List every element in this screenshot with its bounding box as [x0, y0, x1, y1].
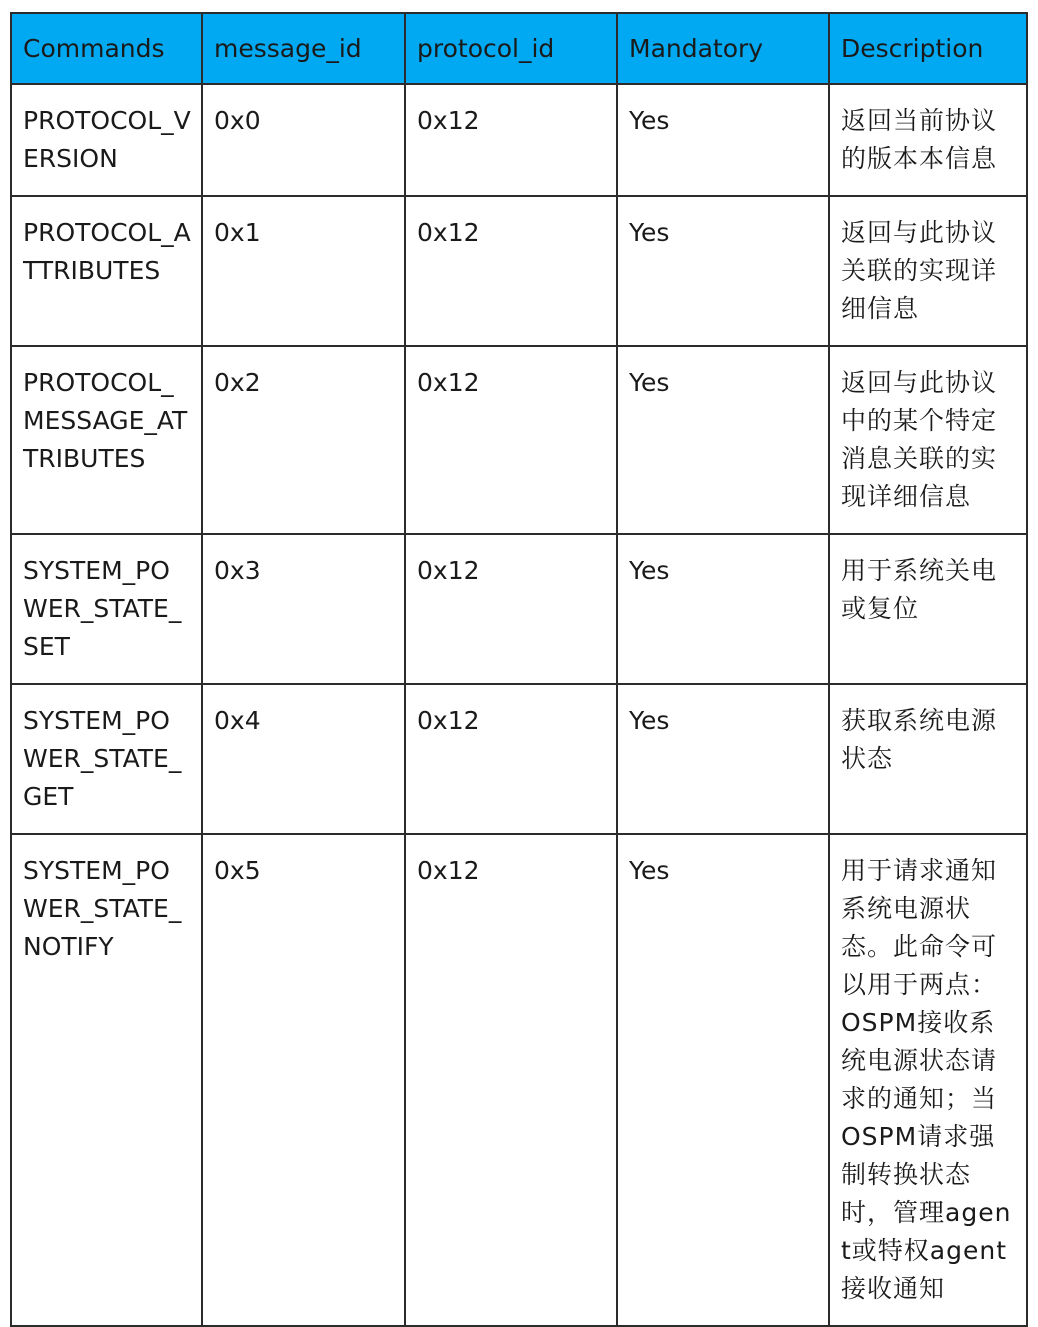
header-description: Description [829, 13, 1027, 84]
header-mandatory: Mandatory [617, 13, 829, 84]
table-row [11, 196, 1027, 346]
message-id-cell: 0x3 [202, 534, 405, 684]
protocol-id-cell: 0x12 [405, 834, 617, 1326]
description-cell: 用于系统关电或复位 [829, 534, 1027, 684]
header-protocol-id: protocol_id [405, 13, 617, 84]
mandatory-cell: Yes [617, 534, 829, 684]
table-row [11, 684, 1027, 834]
command-cell: SYSTEM_POWER_STATE_GET [11, 684, 202, 834]
table-body [11, 84, 1027, 1326]
protocol-id-cell: 0x12 [405, 84, 617, 196]
mandatory-cell: Yes [617, 84, 829, 196]
message-id-cell: 0x5 [202, 834, 405, 1326]
message-id-cell: 0x0 [202, 84, 405, 196]
table-row [11, 346, 1027, 534]
description-cell: 返回与此协议关联的实现详细信息 [829, 196, 1027, 346]
table-header [11, 13, 1027, 84]
commands-table [10, 12, 1028, 1327]
command-cell: PROTOCOL_ATTRIBUTES [11, 196, 202, 346]
message-id-cell: 0x1 [202, 196, 405, 346]
header-message-id: message_id [202, 13, 405, 84]
description-cell: 返回当前协议的版本本信息 [829, 84, 1027, 196]
description-cell: 用于请求通知系统电源状态。此命令可以用于两点：OSPM接收系统电源状态请求的通知；当OSPM请求强制转换状态时，管理agent或特权agent接收通知 [829, 834, 1027, 1326]
header-commands: Commands [11, 13, 202, 84]
message-id-cell: 0x2 [202, 346, 405, 534]
command-cell: SYSTEM_POWER_STATE_SET [11, 534, 202, 684]
protocol-id-cell: 0x12 [405, 684, 617, 834]
command-cell: PROTOCOL_MESSAGE_ATTRIBUTES [11, 346, 202, 534]
message-id-cell: 0x4 [202, 684, 405, 834]
protocol-id-cell: 0x12 [405, 346, 617, 534]
mandatory-cell: Yes [617, 834, 829, 1326]
protocol-id-cell: 0x12 [405, 534, 617, 684]
table-row [11, 534, 1027, 684]
table-row [11, 84, 1027, 196]
table-row [11, 834, 1027, 1326]
command-cell: SYSTEM_POWER_STATE_NOTIFY [11, 834, 202, 1326]
mandatory-cell: Yes [617, 346, 829, 534]
protocol-id-cell: 0x12 [405, 196, 617, 346]
command-cell: PROTOCOL_VERSION [11, 84, 202, 196]
description-cell: 获取系统电源状态 [829, 684, 1027, 834]
mandatory-cell: Yes [617, 684, 829, 834]
description-cell: 返回与此协议中的某个特定消息关联的实现详细信息 [829, 346, 1027, 534]
mandatory-cell: Yes [617, 196, 829, 346]
header-row [11, 13, 1027, 84]
